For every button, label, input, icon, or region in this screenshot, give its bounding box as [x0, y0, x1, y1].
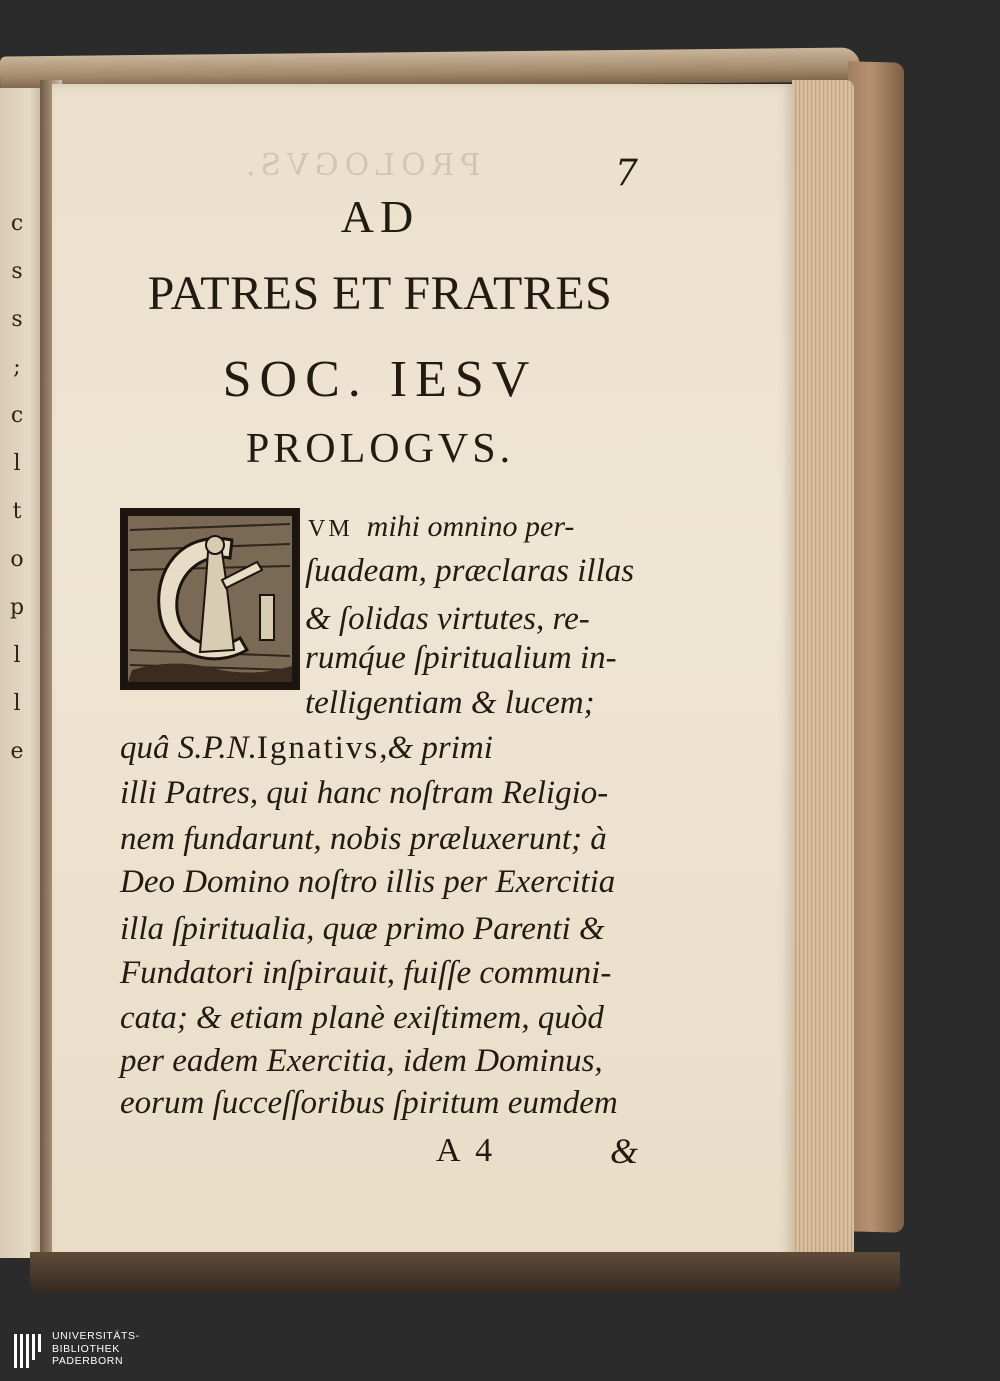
body-line: telligentiam & lucem;	[305, 685, 595, 721]
qua-prefix: quâ S.P.N.	[120, 730, 257, 766]
ignatius-small-caps: Ignativs	[256, 730, 380, 766]
first-line-rest: mihi omnino per-	[366, 510, 575, 543]
book-bottom-board	[30, 1252, 900, 1292]
body-line: & ſolidas virtutes, re-	[305, 601, 590, 637]
title-line-prologus: PROLOGVS.	[245, 426, 515, 472]
library-logo-icon	[14, 1334, 44, 1368]
body-line: illi Patres, qui hanc noſtram Religio-	[120, 775, 609, 811]
signature-mark: A 4	[436, 1132, 497, 1169]
body-line: per eadem Exercitia, idem Dominus,	[120, 1043, 603, 1079]
body-line: cata; & etiam planè exiſtimem, quòd	[120, 1000, 604, 1036]
library-logo-text: UNIVERSITÄTS- BIBLIOTHEK PADERBORN	[52, 1330, 140, 1367]
body-line: Deo Domino noſtro illis per Exercitia	[120, 864, 616, 900]
qua-suffix: ,& primi	[379, 730, 493, 766]
title-line-ad: AD	[340, 191, 420, 242]
catchword: &	[610, 1131, 639, 1171]
first-line-caps: VM	[308, 516, 353, 542]
title-line-soc-iesu: SOC. IESV	[222, 351, 538, 408]
body-line: eorum ſucceſſoribus ſpiritum eumdem	[120, 1085, 618, 1121]
body-line: nem fundarunt, nobis præluxerunt; à	[120, 821, 607, 857]
body-line: Fundatori inſpirauit, fuiſſe communi-	[120, 955, 612, 991]
body-line: ſuadeam, præclaras illas	[305, 553, 635, 589]
book-back-cover	[848, 61, 904, 1232]
show-through-text: PROLOGVS.	[240, 148, 481, 183]
left-page-margin-letters: c s s ; c l t o p l l e	[9, 211, 25, 764]
body-first-line	[308, 510, 574, 544]
body-line: rumq́ue ſpiritualium in-	[305, 640, 617, 676]
title-line-patres: PATRES ET FRATRES	[147, 267, 613, 320]
footer-bar	[0, 1320, 1000, 1381]
page-fore-edge	[792, 80, 854, 1270]
page-number: 7	[615, 153, 638, 194]
body-line-qua	[120, 730, 493, 767]
decorated-initial-c-woodcut	[120, 508, 300, 690]
body-line: illa ſpiritualia, quæ primo Parenti &	[120, 911, 605, 947]
